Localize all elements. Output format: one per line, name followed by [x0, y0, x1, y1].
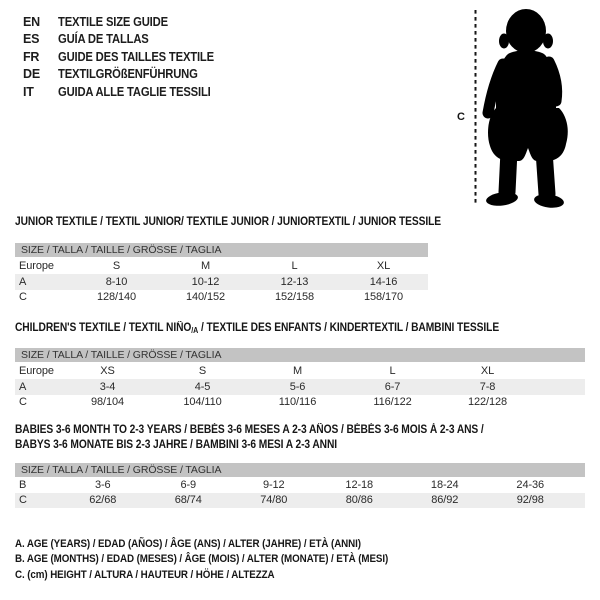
value-cell: 152/158: [274, 291, 315, 304]
value-cell: S: [198, 364, 207, 377]
value-cell: 3-4: [60, 379, 155, 395]
section-title-text: BABYS 3-6 MONATE BIS 2-3 JAHRE / BAMBINI 3-6 MESI A 2-3 ANNI: [15, 439, 338, 451]
height-measure-label: C: [457, 111, 465, 123]
footnote-line: B. AGE (MONTHS) / EDAD (MESES) / ÂGE (MOIS) / ALTER (MONATE) / ETÀ (MESI): [15, 553, 389, 566]
section-title-text: JUNIOR TEXTILE / TEXTIL JUNIOR/ TEXTILE JUNIOR / JUNIORTEXTIL / JUNIOR TESSILE: [15, 216, 442, 228]
value-cell: 7-8: [440, 379, 535, 395]
value-cell: 62/68: [60, 493, 146, 509]
value-cell: 74/80: [231, 493, 317, 509]
value-cell: 140/152: [185, 291, 226, 304]
language-code: EN: [23, 14, 40, 29]
data-row: [15, 395, 585, 411]
language-row: [23, 13, 231, 31]
section-title: [15, 215, 593, 230]
value-cell: 6-7: [345, 379, 440, 395]
size-header-cell: SIZE / TALLA / TAILLE / GRÖSSE / TAGLIA: [15, 243, 428, 257]
language-label: GUÍA DE TALLAS: [58, 32, 149, 47]
row-label-cell: C: [15, 493, 60, 509]
language-row: [23, 48, 231, 66]
filler-cell: [573, 477, 585, 493]
value-cell: 14-16: [339, 274, 428, 290]
language-code: FR: [23, 49, 40, 64]
value-cell: 24-36: [516, 478, 545, 491]
size-header-row: [15, 348, 585, 362]
language-label: GUIDE DES TAILLES TEXTILE: [58, 49, 214, 64]
language-list: [23, 13, 231, 101]
value-cell: 18-24: [430, 478, 459, 491]
value-cell: 110/116: [278, 396, 317, 409]
row-label-cell: Europe: [19, 364, 54, 377]
value-cell: 128/140: [96, 291, 137, 304]
language-label: TEXTILE SIZE GUIDE: [58, 14, 168, 29]
junior-section: [15, 215, 593, 305]
language-row: [23, 83, 231, 101]
value-cell: 12-13: [250, 274, 339, 290]
size-header-row: [15, 463, 585, 477]
value-cell: 98/104: [90, 396, 125, 409]
children-section: [15, 321, 593, 410]
data-row: [15, 493, 585, 509]
section-title: [15, 423, 593, 453]
footnotes: [15, 537, 434, 583]
value-cell: XS: [100, 364, 115, 377]
value-cell: 10-12: [161, 274, 250, 290]
baby-silhouette: [485, 9, 567, 209]
baby-height-figure: [455, 0, 600, 215]
value-cell: 104/110: [183, 396, 222, 409]
section-title-text: CHILDREN'S TEXTILE / TEXTIL NIÑO: [15, 322, 192, 334]
value-cell: 12-18: [345, 478, 374, 491]
babies-section: [15, 423, 593, 508]
size-header-row: [15, 243, 428, 257]
data-row: [15, 477, 585, 493]
language-code: DE: [23, 67, 40, 82]
junior-size-table: [15, 243, 428, 305]
value-cell: 3-6: [94, 478, 111, 491]
section-title-text: / TEXTILE DES ENFANTS / KINDERTEXTIL / BAMBINI TESSILE: [198, 322, 500, 334]
language-label: TEXTILGRÖßENFÜHRUNG: [58, 67, 198, 82]
filler-cell: [573, 493, 585, 509]
value-cell: 86/92: [402, 493, 488, 509]
value-cell: M: [200, 259, 211, 272]
language-label: GUIDA ALLE TAGLIE TESSILI: [58, 84, 211, 99]
value-cell: L: [389, 364, 396, 377]
section-title-line: [15, 438, 529, 453]
section-title-text: BABIES 3-6 MONTH TO 2-3 YEARS / BEBÉS 3-6 MESES A 2-3 AÑOS / BÉBÉS 3-6 MOIS À 2-3 ANS /: [15, 424, 484, 436]
columns-header-row: [15, 257, 428, 274]
value-cell: 116/122: [373, 396, 412, 409]
section-title-line: [15, 321, 529, 338]
value-cell: 6-9: [180, 478, 197, 491]
row-label-cell: Europe: [19, 259, 54, 272]
row-label-cell: B: [19, 478, 27, 491]
value-cell: 5-6: [250, 379, 345, 395]
section-title-text: /A: [191, 326, 199, 335]
row-label-cell: A: [15, 274, 72, 290]
children-size-table: [15, 348, 585, 410]
value-cell: 122/128: [467, 396, 508, 409]
value-cell: XL: [480, 364, 495, 377]
size-header-cell: SIZE / TALLA / TAILLE / GRÖSSE / TAGLIA: [15, 463, 585, 477]
value-cell: 158/170: [363, 291, 404, 304]
footnote-line: A. AGE (YEARS) / EDAD (AÑOS) / ÂGE (ANS) / ALTER (JAHRE) / ETÀ (ANNI): [15, 538, 361, 550]
value-cell: 80/86: [317, 493, 403, 509]
filler-cell: [535, 362, 585, 379]
value-cell: M: [292, 364, 303, 377]
section-title-line: [15, 423, 529, 438]
value-cell: S: [112, 259, 121, 272]
value-cell: 9-12: [262, 478, 285, 491]
section-title-line: [15, 215, 529, 230]
filler-cell: [535, 395, 585, 411]
language-row: [23, 31, 231, 49]
value-cell: 4-5: [155, 379, 250, 395]
row-label-cell: C: [19, 396, 27, 409]
section-title: [15, 321, 593, 338]
babies-size-table: [15, 463, 585, 508]
footnote-line: C. (cm) HEIGHT / ALTURA / HAUTEUR / HÖHE / ALTEZZA: [15, 568, 275, 581]
data-row: [15, 274, 428, 290]
value-cell: L: [291, 259, 298, 272]
data-row: [15, 379, 585, 395]
language-code: IT: [23, 84, 34, 99]
value-cell: XL: [376, 259, 391, 272]
value-cell: 8-10: [72, 274, 161, 290]
value-cell: 92/98: [488, 493, 574, 509]
value-cell: 68/74: [146, 493, 232, 509]
row-label-cell: C: [19, 291, 27, 304]
language-row: [23, 66, 231, 84]
size-header-cell: SIZE / TALLA / TAILLE / GRÖSSE / TAGLIA: [15, 348, 585, 362]
columns-header-row: [15, 362, 585, 379]
filler-cell: [535, 379, 585, 395]
data-row: [15, 290, 428, 306]
row-label-cell: A: [15, 379, 60, 395]
language-code: ES: [23, 32, 40, 47]
